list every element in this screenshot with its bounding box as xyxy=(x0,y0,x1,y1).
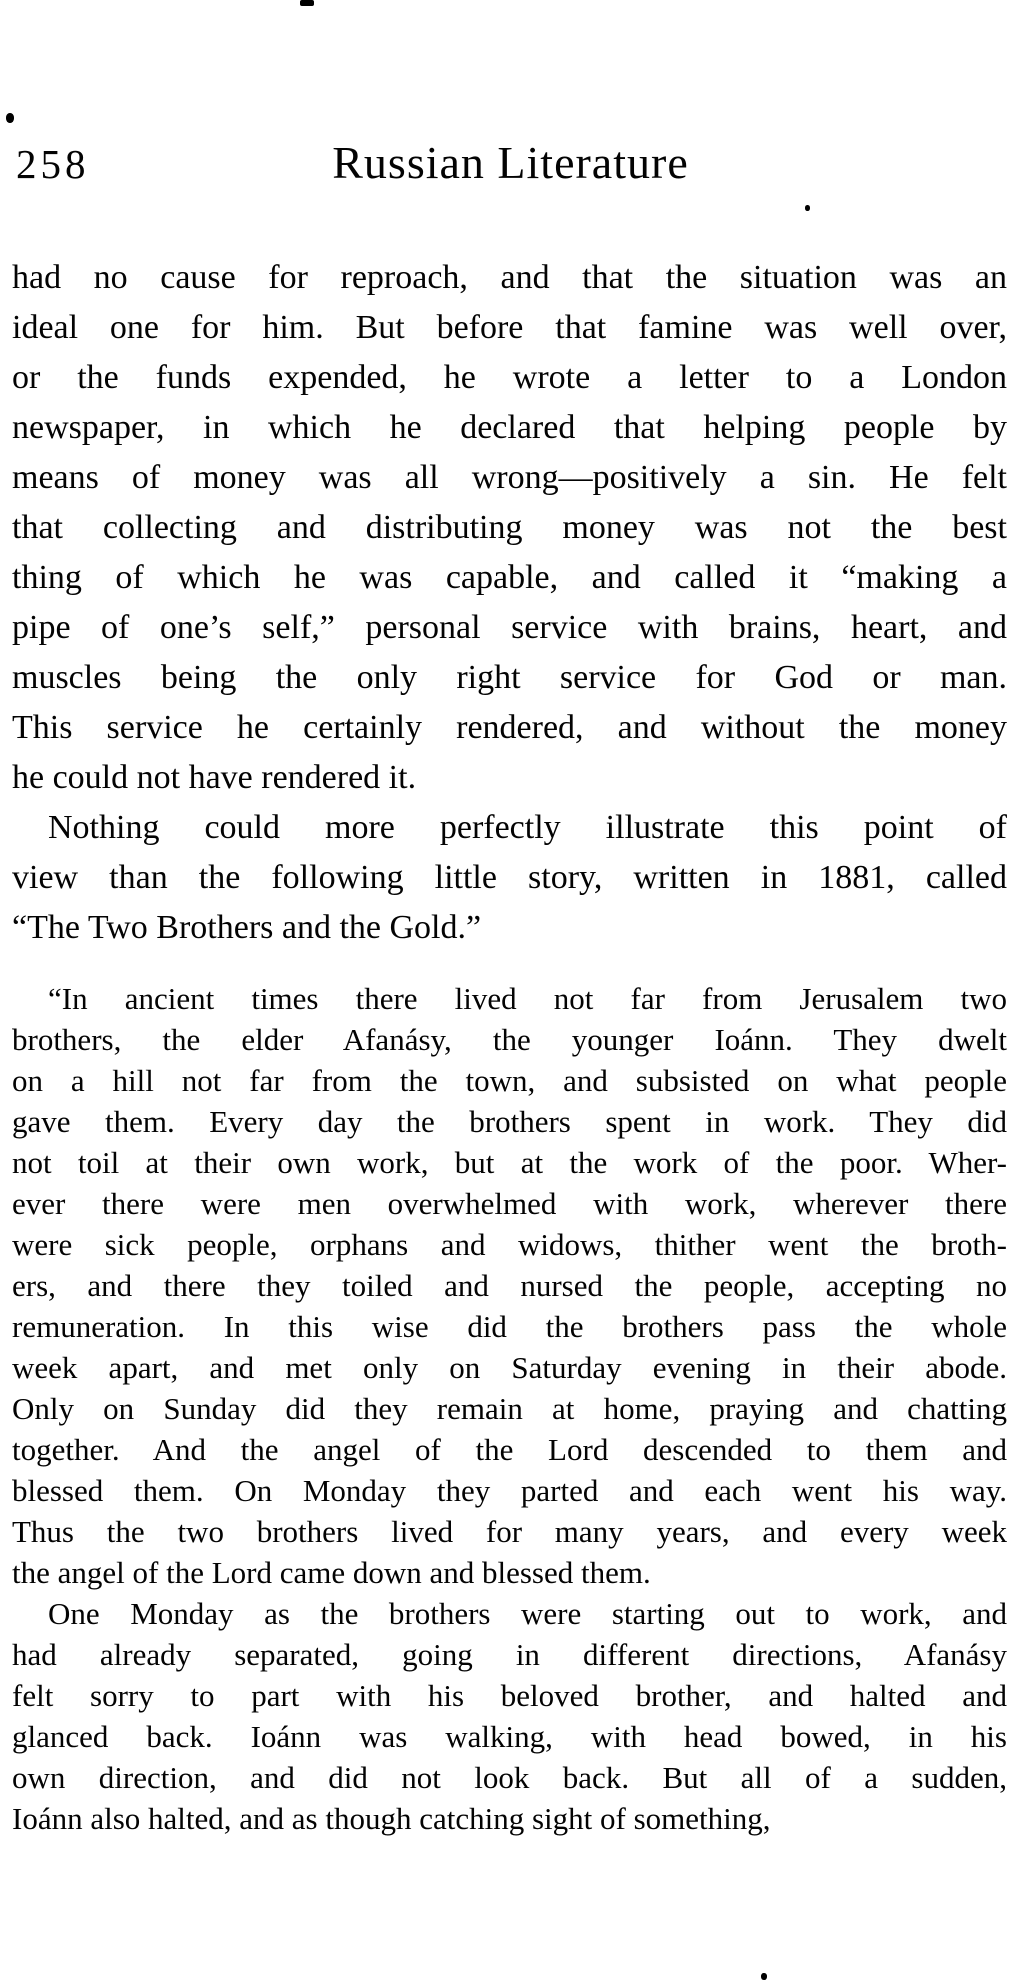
ink-speck xyxy=(805,205,810,211)
ink-speck xyxy=(761,1973,767,1980)
text-line: own direction, and did not look back. But all of a sudden, xyxy=(12,1760,1007,1795)
ink-speck xyxy=(6,113,14,123)
text-line: ideal one for him. But before that famine was well over, xyxy=(12,309,1007,346)
text-line: Ioánn also halted, and as though catching sight of something, xyxy=(12,1801,771,1836)
text-line: the angel of the Lord came down and blessed them. xyxy=(12,1555,651,1590)
paragraph xyxy=(12,978,1007,1593)
ink-speck xyxy=(300,0,314,6)
text-line: felt sorry to part with his beloved brother, and halted and xyxy=(12,1678,1007,1713)
paragraph xyxy=(12,1593,1007,1839)
text-line: he could not have rendered it. xyxy=(12,759,417,796)
text-line: were sick people, orphans and widows, thither went the broth- xyxy=(12,1227,1007,1262)
text-line: week apart, and met only on Saturday evening in their abode. xyxy=(12,1350,1007,1385)
text-line: ers, and there they toiled and nursed the people, accepting no xyxy=(12,1268,1007,1303)
text-line: on a hill not far from the town, and subsisted on what people xyxy=(12,1063,1007,1098)
text-line: glanced back. Ioánn was walking, with head bowed, in his xyxy=(12,1719,1007,1754)
paragraph xyxy=(12,803,1007,953)
text-line: newspaper, in which he declared that helping people by xyxy=(12,409,1007,446)
page-number: 258 xyxy=(16,141,90,187)
text-line: This service he certainly rendered, and without the money xyxy=(12,709,1007,746)
text-line: gave them. Every day the brothers spent in work. They did xyxy=(12,1104,1007,1139)
text-line: means of money was all wrong—positively a sin. He felt xyxy=(12,459,1007,496)
text-line: had no cause for reproach, and that the situation was an xyxy=(12,259,1007,296)
text-line: not toil at their own work, but at the work of the poor. Wher- xyxy=(12,1145,1007,1180)
text-line: that collecting and distributing money was not the best xyxy=(12,509,1007,546)
text-line: One Monday as the brothers were starting out to work, and xyxy=(48,1596,1007,1631)
text-line: remuneration. In this wise did the brothers pass the whole xyxy=(12,1309,1007,1344)
text-line: thing of which he was capable, and called it “making a xyxy=(12,559,1007,596)
text-line: “The Two Brothers and the Gold.” xyxy=(12,909,482,946)
text-line: blessed them. On Monday they parted and each went his way. xyxy=(12,1473,1007,1508)
text-line: view than the following little story, written in 1881, called xyxy=(12,859,1007,896)
text-line: together. And the angel of the Lord descended to them and xyxy=(12,1432,1007,1467)
text-line: Only on Sunday did they remain at home, praying and chatting xyxy=(12,1391,1007,1426)
text-line: muscles being the only right service for God or man. xyxy=(12,659,1007,696)
text-line: Nothing could more perfectly illustrate this point of xyxy=(48,809,1007,846)
text-line: or the funds expended, he wrote a letter to a London xyxy=(12,359,1007,396)
text-block xyxy=(12,253,1007,1839)
paragraph xyxy=(12,253,1007,803)
page-header xyxy=(0,136,1021,192)
text-line: pipe of one’s self,” personal service with brains, heart, and xyxy=(12,609,1007,646)
running-head-title: Russian Literature xyxy=(332,137,689,188)
text-line: Thus the two brothers lived for many years, and every week xyxy=(12,1514,1007,1549)
text-line: brothers, the elder Afanásy, the younger Ioánn. They dwelt xyxy=(12,1022,1007,1057)
text-line: had already separated, going in different directions, Afanásy xyxy=(12,1637,1007,1672)
text-line: “In ancient times there lived not far from Jerusalem two xyxy=(48,981,1007,1016)
text-line: ever there were men overwhelmed with work, wherever there xyxy=(12,1186,1007,1221)
